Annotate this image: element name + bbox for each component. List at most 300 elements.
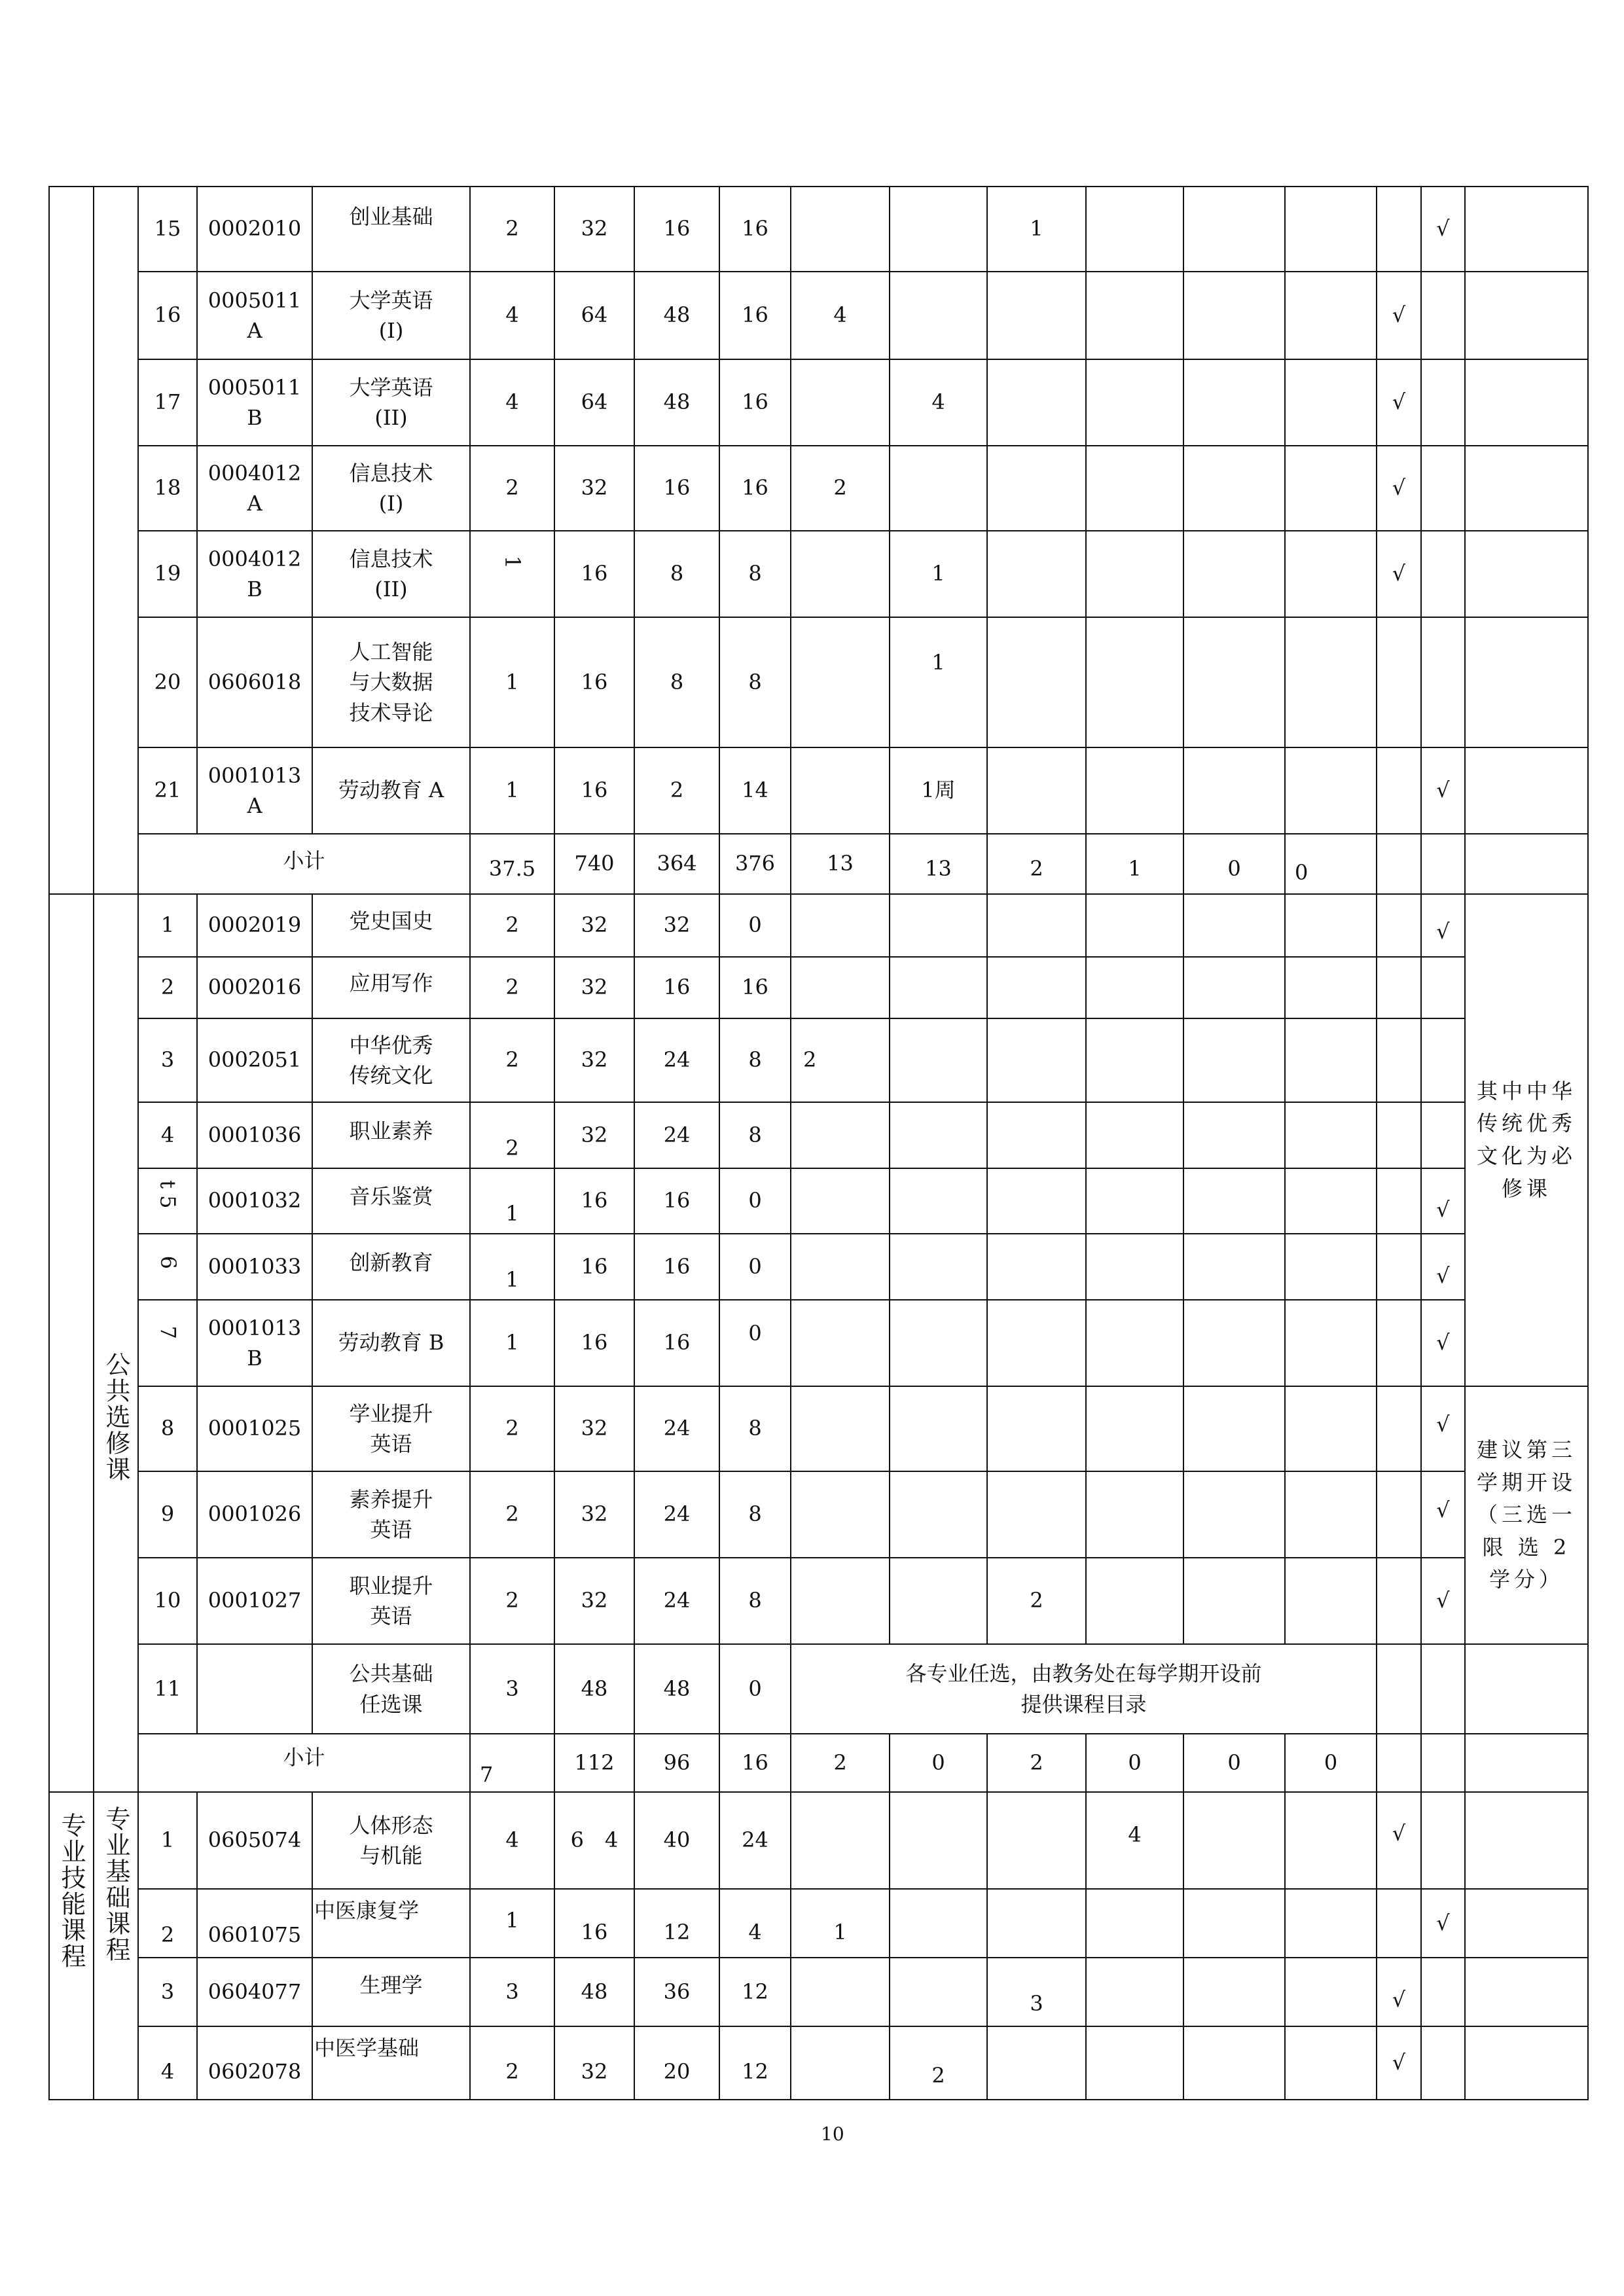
semester-2: 4 xyxy=(890,359,987,446)
semester-2 xyxy=(890,2026,987,2100)
course-code xyxy=(197,1300,312,1386)
course-code xyxy=(197,272,312,359)
semester-5 xyxy=(1183,1471,1285,1558)
check-mark: √ xyxy=(1421,1558,1465,1644)
semester-2 xyxy=(890,1792,987,1889)
credits xyxy=(470,1168,554,1234)
table-row xyxy=(49,1018,1588,1102)
semester-1 xyxy=(791,894,890,957)
semester-1 xyxy=(791,1558,890,1644)
semester-2 xyxy=(890,1958,987,2026)
semester-4 xyxy=(1086,894,1183,957)
course-code: 0604077 xyxy=(197,1958,312,2026)
row-number: 4 xyxy=(138,1102,197,1168)
course-name-text: 中华优秀 xyxy=(349,1032,433,1058)
row-number: 9 xyxy=(138,1471,197,1558)
course-name-text: 大学英语 xyxy=(349,374,433,400)
check-mark xyxy=(1421,617,1465,747)
total-hours: 6 4 xyxy=(554,1792,634,1889)
course-name-text: 职业素养 xyxy=(349,1118,433,1143)
semester-5 xyxy=(1183,1234,1285,1300)
table-row xyxy=(49,1300,1588,1386)
credits: 3 xyxy=(470,1958,554,2026)
semester-4 xyxy=(1086,1792,1183,1889)
credits: 2 xyxy=(470,1386,554,1471)
theory-hours: 48 xyxy=(634,272,719,359)
credits: 4 xyxy=(470,272,554,359)
practice-hours: 8 xyxy=(719,1471,791,1558)
semester-3 xyxy=(987,359,1086,446)
total-hours: 64 xyxy=(554,359,634,446)
total-hours: 32 xyxy=(554,187,634,272)
course-code: 0001027 xyxy=(197,1558,312,1644)
theory-hours: 16 xyxy=(634,1300,719,1386)
course-name-text-2: (II) xyxy=(374,405,408,430)
semester-2 xyxy=(890,1300,987,1386)
course-name-text-2: 英语 xyxy=(370,1604,412,1628)
semester-2 xyxy=(890,1018,987,1102)
table-row xyxy=(49,1792,1588,1889)
total-value: 32 xyxy=(581,2059,608,2085)
exam-mark xyxy=(1377,894,1421,957)
total-hours xyxy=(554,1889,634,1958)
row-number: 1 xyxy=(138,1792,197,1889)
check-mark: √ xyxy=(1421,1300,1465,1386)
row-number: 16 xyxy=(138,272,197,359)
row-number: 20 xyxy=(138,617,197,747)
course-name xyxy=(312,1234,470,1300)
semester-6 xyxy=(1285,359,1377,446)
check-value: √ xyxy=(1436,1263,1450,1288)
subtotal-s6 xyxy=(1285,834,1377,894)
semester-3 xyxy=(987,2026,1086,2100)
row-number-value: 2 xyxy=(160,1922,175,1947)
row-number: 17 xyxy=(138,359,197,446)
credits: 2 xyxy=(470,1558,554,1644)
course-name-text: 中医学基础 xyxy=(314,2036,420,2060)
theory-hours: 24 xyxy=(634,1471,719,1558)
semester-6 xyxy=(1285,1792,1377,1889)
table-row xyxy=(49,617,1588,747)
course-name-text: 创新教育 xyxy=(349,1249,433,1275)
theory-hours: 8 xyxy=(634,617,719,747)
practice-hours: 16 xyxy=(719,957,791,1018)
semester-2 xyxy=(890,187,987,272)
check-mark xyxy=(1421,1102,1465,1168)
semester-1 xyxy=(791,1102,890,1168)
exam-mark: √ xyxy=(1377,531,1421,617)
semester-2 xyxy=(890,1168,987,1234)
semester-5 xyxy=(1183,1558,1285,1644)
subtotal-theory: 364 xyxy=(634,834,719,894)
credits xyxy=(470,531,554,617)
theory-hours: 48 xyxy=(634,1644,719,1734)
exam-mark xyxy=(1377,1300,1421,1386)
semester-2 xyxy=(890,894,987,957)
table-row xyxy=(49,1889,1588,1958)
course-name-text: 人体形态 xyxy=(349,1812,433,1838)
total-hours: 32 xyxy=(554,1558,634,1644)
course-name xyxy=(312,894,470,957)
credits: 2 xyxy=(470,894,554,957)
semester-4 xyxy=(1086,1386,1183,1471)
practice-hours: 16 xyxy=(719,359,791,446)
total-hours: 64 xyxy=(554,272,634,359)
credits-value: 1 xyxy=(505,1907,519,1933)
exam-mark xyxy=(1377,1471,1421,1558)
code-text: 0004012 xyxy=(208,460,302,486)
course-name xyxy=(312,1102,470,1168)
theory-hours xyxy=(634,1889,719,1958)
course-name-text: 应用写作 xyxy=(349,971,433,996)
subtotal-s3-value: 2 xyxy=(1030,856,1043,882)
semester-6 xyxy=(1285,617,1377,747)
total-hours: 16 xyxy=(554,747,634,834)
theory-value: 20 xyxy=(663,2059,691,2085)
course-name-text-2: 与大数据 xyxy=(349,670,433,695)
semester-4 xyxy=(1086,1300,1183,1386)
course-code xyxy=(197,359,312,446)
credits-rotated: 1 xyxy=(500,555,526,569)
category-cell xyxy=(49,187,94,894)
semester-6 xyxy=(1285,1018,1377,1102)
check-mark xyxy=(1421,359,1465,446)
semester-5 xyxy=(1183,359,1285,446)
theory-hours: 16 xyxy=(634,957,719,1018)
remark xyxy=(1465,446,1588,531)
semester-1 xyxy=(791,1958,890,2026)
semester-3: 2 xyxy=(987,1558,1086,1644)
code-suffix: A xyxy=(247,318,262,343)
subcategory-cell-public-elective xyxy=(94,894,138,1792)
semester-4 xyxy=(1086,446,1183,531)
check-mark: √ xyxy=(1421,1889,1465,1958)
course-name xyxy=(312,2026,470,2100)
practice-hours xyxy=(719,1300,791,1386)
row-number: 3 xyxy=(138,1018,197,1102)
row-number-rotated: 7 xyxy=(155,1325,181,1339)
table-row xyxy=(49,747,1588,834)
course-code: 0606018 xyxy=(197,617,312,747)
total-hours: 48 xyxy=(554,1958,634,2026)
table-row xyxy=(49,1644,1588,1734)
theory-hours: 16 xyxy=(634,1168,719,1234)
course-name: 劳动教育 B xyxy=(312,1300,470,1386)
table-row xyxy=(49,1958,1588,2026)
theory-value: 12 xyxy=(663,1919,691,1945)
row-number: 11 xyxy=(138,1644,197,1734)
table-row xyxy=(49,957,1588,1018)
row-number: 18 xyxy=(138,446,197,531)
check-mark xyxy=(1421,1471,1465,1558)
practice-hours: 0 xyxy=(719,1644,791,1734)
total-value: 16 xyxy=(581,1919,608,1945)
row-number: 15 xyxy=(138,187,197,272)
table-row xyxy=(49,446,1588,531)
semester-1 xyxy=(791,617,890,747)
semester-3 xyxy=(987,617,1086,747)
semester-2 xyxy=(890,1386,987,1471)
check-mark xyxy=(1421,446,1465,531)
total-hours: 16 xyxy=(554,1168,634,1234)
credits-value: 2 xyxy=(505,2059,519,2085)
course-name-text-2: (I) xyxy=(378,318,404,343)
theory-hours: 16 xyxy=(634,446,719,531)
course-name xyxy=(312,359,470,446)
subtotal-s6: 0 xyxy=(1285,1734,1377,1792)
semester-5 xyxy=(1183,747,1285,834)
theory-hours: 8 xyxy=(634,531,719,617)
subtotal-s5 xyxy=(1183,834,1285,894)
check-value: √ xyxy=(1436,1412,1450,1437)
course-name-text: 中医康复学 xyxy=(314,1898,420,1923)
exam-mark xyxy=(1377,617,1421,747)
course-code: 0001032 xyxy=(197,1168,312,1234)
course-name-text-2: 与机能 xyxy=(359,1843,423,1868)
exam-mark xyxy=(1377,834,1421,894)
semester-1: 2 xyxy=(791,1018,890,1102)
theory-hours: 2 xyxy=(634,747,719,834)
semester-5 xyxy=(1183,1300,1285,1386)
semester-3 xyxy=(987,531,1086,617)
semester-6 xyxy=(1285,446,1377,531)
semester-3 xyxy=(987,1792,1086,1889)
course-code: 0002016 xyxy=(197,957,312,1018)
semester-3 xyxy=(987,1471,1086,1558)
total-hours: 16 xyxy=(554,531,634,617)
credits xyxy=(470,1234,554,1300)
semester-6 xyxy=(1285,1471,1377,1558)
remark xyxy=(1465,1734,1588,1792)
exam-mark xyxy=(1377,1792,1421,1889)
remark xyxy=(1465,187,1588,272)
remark xyxy=(1465,359,1588,446)
remark xyxy=(1465,1958,1588,2026)
exam-value: √ xyxy=(1392,1986,1406,2012)
row-number-value: 4 xyxy=(160,2059,175,2085)
credits xyxy=(470,1889,554,1958)
exam-mark xyxy=(1377,1644,1421,1734)
total-hours: 32 xyxy=(554,894,634,957)
course-name-text: 党史国史 xyxy=(349,908,433,934)
row-number-rotated: 6 xyxy=(155,1255,181,1269)
theory-hours: 24 xyxy=(634,1102,719,1168)
course-name-text: 素养提升 xyxy=(349,1486,433,1512)
credits: 2 xyxy=(470,1471,554,1558)
semester-5 xyxy=(1183,957,1285,1018)
row-number: 3 xyxy=(138,1958,197,2026)
semester-3 xyxy=(987,1889,1086,1958)
course-code: 0002019 xyxy=(197,894,312,957)
semester-6 xyxy=(1285,1234,1377,1300)
semester-3: 1 xyxy=(987,187,1086,272)
course-name xyxy=(312,1471,470,1558)
subtotal-s3: 2 xyxy=(987,1734,1086,1792)
remark xyxy=(1465,1644,1588,1734)
exam-mark: √ xyxy=(1377,446,1421,531)
course-name-text: 大学英语 xyxy=(349,287,433,313)
subtotal-credits-value: 7 xyxy=(480,1761,494,1787)
semester-3 xyxy=(987,957,1086,1018)
practice-hours xyxy=(719,2026,791,2100)
credits: 1 xyxy=(470,617,554,747)
course-name xyxy=(312,1958,470,2026)
check-mark xyxy=(1421,957,1465,1018)
semester-3 xyxy=(987,747,1086,834)
credits-value: 1 xyxy=(505,1201,519,1227)
semester-4 xyxy=(1086,1018,1183,1102)
semester-4 xyxy=(1086,1102,1183,1168)
row-number: 2 xyxy=(138,957,197,1018)
course-name xyxy=(312,1889,470,1958)
subtotal-row xyxy=(49,834,1588,894)
exam-mark: √ xyxy=(1377,359,1421,446)
subtotal-total: 112 xyxy=(554,1734,634,1792)
course-code: 0001025 xyxy=(197,1386,312,1471)
credits: 2 xyxy=(470,1018,554,1102)
check-mark xyxy=(1421,1734,1465,1792)
semester-1-value: 1 xyxy=(833,1919,847,1945)
course-name-text: 职业提升 xyxy=(349,1573,433,1598)
course-code: 0001026 xyxy=(197,1471,312,1558)
semester-4 xyxy=(1086,747,1183,834)
row-number: 10 xyxy=(138,1558,197,1644)
semester-3 xyxy=(987,1300,1086,1386)
row-number xyxy=(138,1234,197,1300)
check-mark xyxy=(1421,1644,1465,1734)
exam-mark: √ xyxy=(1377,2026,1421,2100)
exam-mark xyxy=(1377,1958,1421,2026)
semester-1 xyxy=(791,957,890,1018)
semester-4 xyxy=(1086,187,1183,272)
table-row xyxy=(49,272,1588,359)
semester-3 xyxy=(987,1958,1086,2026)
semester-1 xyxy=(791,1792,890,1889)
semester-6 xyxy=(1285,272,1377,359)
semester-5 xyxy=(1183,1102,1285,1168)
semester-6 xyxy=(1285,2026,1377,2100)
subtotal-label xyxy=(138,1734,470,1792)
course-name xyxy=(312,1558,470,1644)
semester-2 xyxy=(890,446,987,531)
semester-4 xyxy=(1086,1958,1183,2026)
course-name-text: 音乐鉴赏 xyxy=(349,1184,433,1210)
semester-3 xyxy=(987,272,1086,359)
semester-2 xyxy=(890,1234,987,1300)
course-code xyxy=(197,1644,312,1734)
exam-mark xyxy=(1377,957,1421,1018)
exam-mark xyxy=(1377,1889,1421,1958)
subtotal-total: 740 xyxy=(554,834,634,894)
subcategory-cell-professional-basic xyxy=(94,1792,138,2100)
total-hours: 32 xyxy=(554,1018,634,1102)
practice-hours: 8 xyxy=(719,617,791,747)
semester-5 xyxy=(1183,1018,1285,1102)
subtotal-label-text: 小计 xyxy=(283,848,325,874)
table-row xyxy=(49,1168,1588,1234)
code-text: 0005011 xyxy=(208,374,302,400)
total-hours: 32 xyxy=(554,1471,634,1558)
semester-1 xyxy=(791,1471,890,1558)
subtotal-s6-value: 0 xyxy=(1295,860,1308,886)
semester-2 xyxy=(890,957,987,1018)
semester-2 xyxy=(890,1889,987,1958)
subtotal-credits xyxy=(470,1734,554,1792)
subtotal-s5-value: 0 xyxy=(1227,856,1241,882)
semester-4 xyxy=(1086,1168,1183,1234)
check-value: √ xyxy=(1436,1197,1450,1223)
category-cell xyxy=(49,894,94,1792)
exam-mark xyxy=(1377,187,1421,272)
check-mark xyxy=(1421,1792,1465,1889)
semester-3 xyxy=(987,1102,1086,1168)
code-text: 0602078 xyxy=(208,2059,302,2085)
table-row xyxy=(49,1102,1588,1168)
check-mark xyxy=(1421,894,1465,957)
course-plan-table xyxy=(48,186,1589,2100)
course-name: 劳动教育 A xyxy=(312,747,470,834)
semester-4 xyxy=(1086,531,1183,617)
semester-6 xyxy=(1285,1958,1377,2026)
practice-value: 12 xyxy=(742,2059,768,2085)
check-value: √ xyxy=(1436,1498,1450,1523)
remark xyxy=(1465,272,1588,359)
course-name-text: 学业提升 xyxy=(349,1401,433,1426)
semester-5 xyxy=(1183,2026,1285,2100)
subtotal-credits-value: 37.5 xyxy=(488,856,536,882)
category-cell-professional xyxy=(49,1792,94,2100)
elective-note xyxy=(791,1644,1377,1734)
course-name-text-2: (I) xyxy=(378,491,404,516)
check-mark: √ xyxy=(1421,187,1465,272)
semester-5 xyxy=(1183,531,1285,617)
course-name xyxy=(312,531,470,617)
credits: 1 xyxy=(470,1300,554,1386)
semester-2-value: 2 xyxy=(931,2063,945,2089)
practice-hours xyxy=(719,1889,791,1958)
subtotal-s4: 0 xyxy=(1086,1734,1183,1792)
semester-5 xyxy=(1183,617,1285,747)
credits: 2 xyxy=(470,957,554,1018)
semester-2 xyxy=(890,1471,987,1558)
table-row xyxy=(49,894,1588,957)
code-suffix: B xyxy=(247,405,262,430)
semester-3 xyxy=(987,1018,1086,1102)
course-name-text: 公共基础 xyxy=(349,1661,433,1687)
check-mark xyxy=(1421,272,1465,359)
remark-elective-note: 建议第三学期开设（三选一限 选 2 学分） xyxy=(1465,1386,1588,1644)
subtotal-theory: 96 xyxy=(634,1734,719,1792)
subcategory-cell xyxy=(94,187,138,894)
exam-mark xyxy=(1377,1102,1421,1168)
check-mark: √ xyxy=(1421,747,1465,834)
exam-mark xyxy=(1377,1234,1421,1300)
course-name xyxy=(312,1018,470,1102)
semester-4 xyxy=(1086,2026,1183,2100)
remark xyxy=(1465,531,1588,617)
credits-value: 1 xyxy=(505,1266,519,1292)
remark xyxy=(1465,1889,1588,1958)
code-suffix: A xyxy=(247,491,262,516)
course-code xyxy=(197,747,312,834)
semester-1 xyxy=(791,1168,890,1234)
semester-6 xyxy=(1285,1300,1377,1386)
code-text: 0005011 xyxy=(208,287,302,313)
subtotal-s2 xyxy=(890,834,987,894)
credits: 3 xyxy=(470,1644,554,1734)
course-name-text: 信息技术 xyxy=(349,546,433,571)
category-label: 专业技能课程 xyxy=(57,1812,86,1969)
